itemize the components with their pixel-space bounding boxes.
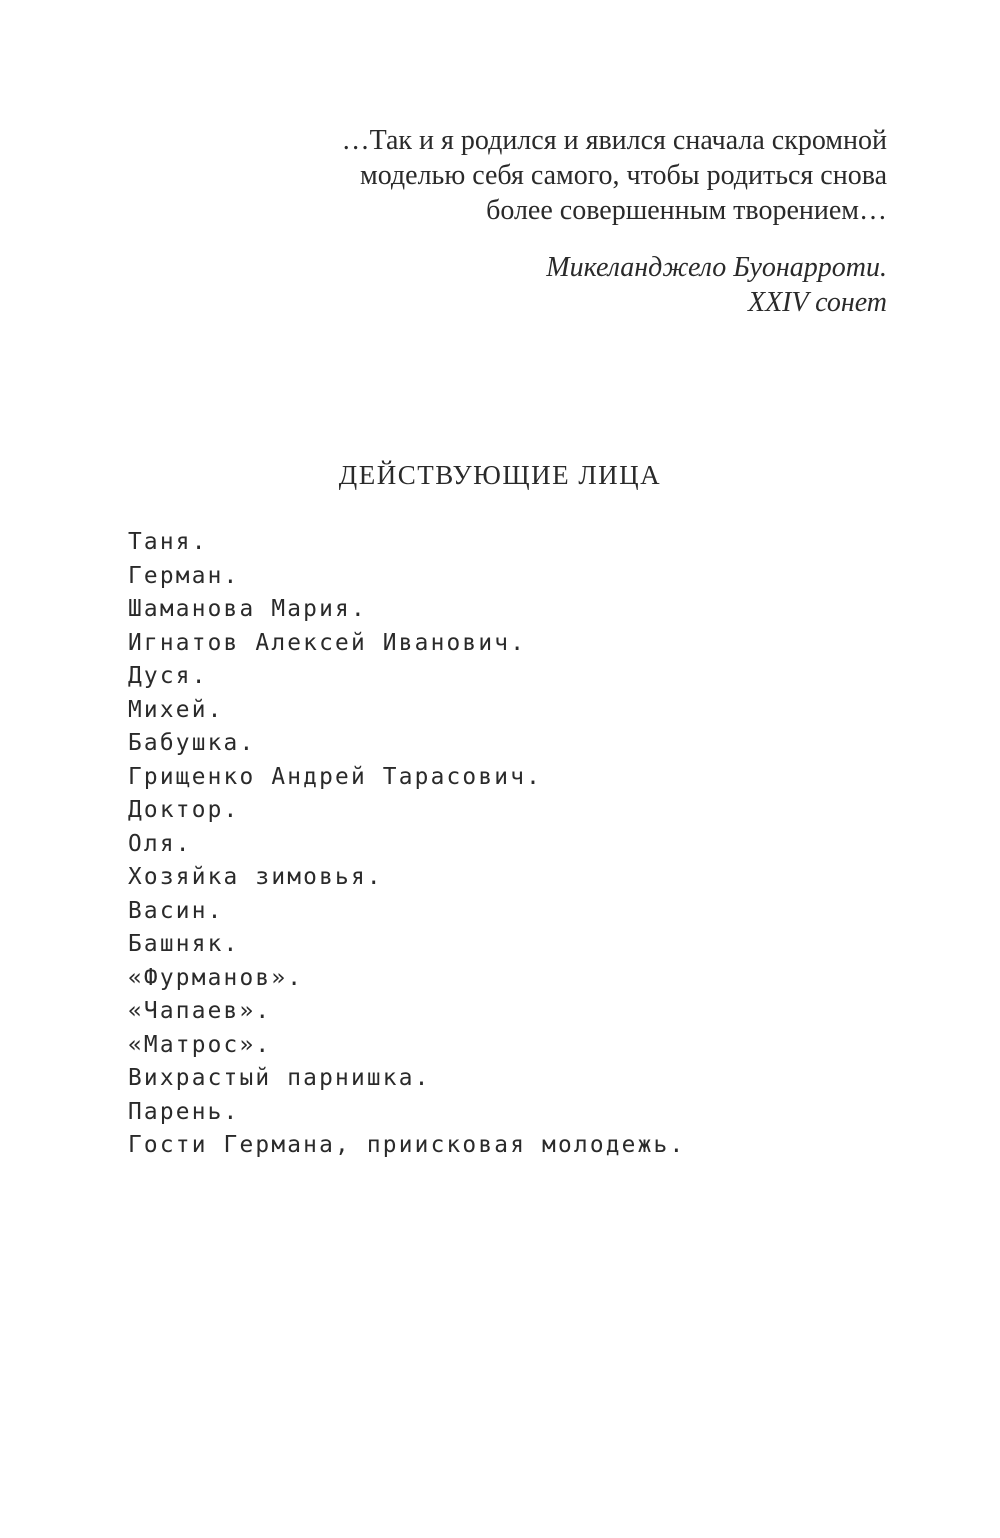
epigraph-attribution (187, 250, 887, 320)
cast-item: «Чапаев». (128, 998, 272, 1024)
cast-item: Вихрастый парнишка. (128, 1065, 431, 1091)
cast-item: Грищенко Андрей Тарасович. (128, 763, 543, 790)
epigraph-line: более совершенным творением… (486, 195, 887, 226)
cast-item: «Матрос». (128, 1031, 272, 1058)
cast-item: Михей. (128, 696, 224, 723)
cast-item: «Фурманов». (128, 964, 304, 991)
cast-item: Дуся. (128, 663, 208, 689)
cast-item: Хозяйка зимовья. (128, 864, 383, 890)
cast-item: Таня. (128, 529, 208, 555)
cast-item: Гости Германа, приисковая молодежь. (128, 1132, 686, 1158)
cast-list (128, 526, 685, 1163)
cast-item: Доктор. (128, 797, 240, 823)
cast-title: ДЕЙСТВУЮЩИЕ ЛИЦА (338, 460, 662, 490)
epigraph-line: …Так и я родился и явился сначала скромной (341, 125, 887, 156)
cast-item: Оля. (128, 830, 192, 857)
cast-item: Герман. (128, 562, 240, 589)
cast-item: Парень. (128, 1098, 240, 1125)
cast-item: Башняк. (128, 931, 240, 957)
attribution-source: XXIV сонет (747, 287, 887, 318)
epigraph (187, 123, 887, 320)
cast-item: Игнатов Алексей Иванович. (128, 629, 527, 656)
cast-item: Васин. (128, 897, 224, 924)
cast-item: Бабушка. (128, 730, 256, 756)
cast-item: Шаманова Мария. (128, 596, 367, 622)
attribution-author: Микеланджело Буонарроти. (546, 252, 887, 283)
epigraph-line: моделью себя самого, чтобы родиться снова (359, 160, 887, 191)
